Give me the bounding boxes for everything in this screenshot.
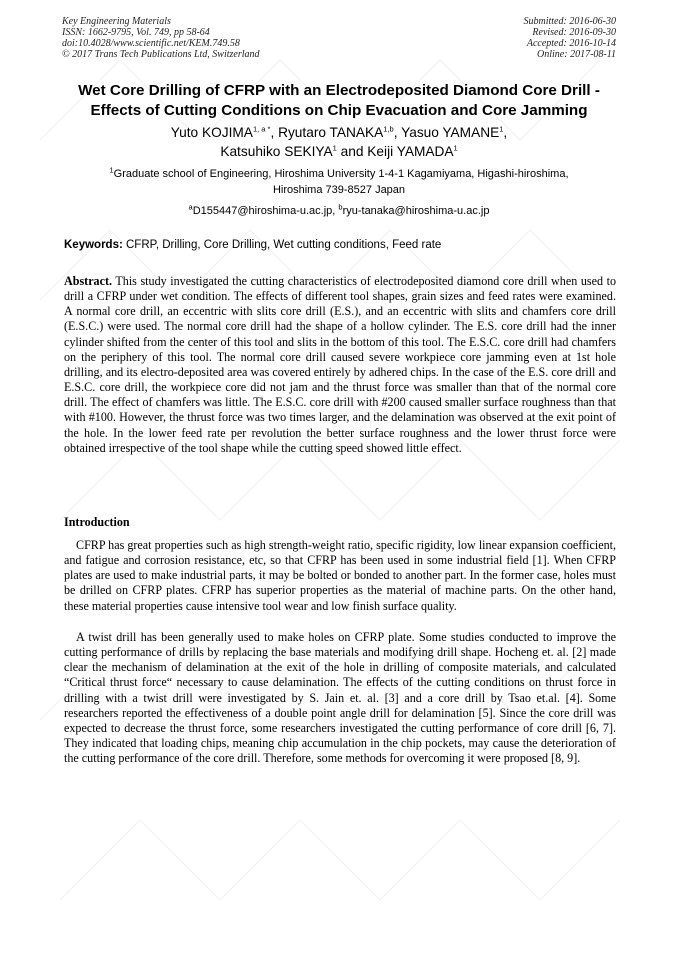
email-a[interactable]: D155447@hiroshima-u.ac.jp, (192, 205, 339, 217)
abstract (64, 274, 616, 456)
title-line-1: Wet Core Drilling of CFRP with an Electrodeposited Diamond Core Drill - (78, 82, 600, 99)
author-separator: , (270, 125, 279, 140)
author-name: Keiji YAMADA (367, 144, 454, 159)
affiliation-text: Graduate school of Engineering, Hiroshima University 1-4-1 Kagamiyama, Higashi-hiroshima, (113, 168, 569, 180)
abstract-text: This study investigated the cutting characteristics of electrodeposited diamond core drill when used to drill a CFRP under wet condition. The effects of different tool shapes, grain sizes and feed rates were examined. A normal core drill, an eccentric with slits core drill (E.S.), and an eccentric with slits and chamfers core drill (E.S.C.) were used. The normal core drill had the shape of a hollow cylinder. The E.S. core drill had the inner cylinder shifted from the center of this tool and slits in the bottom of this tool. The E.S.C. core drill had chamfers on the periphery of this tool. The normal core drill caused severe workpiece core jamming even at 1st hole drilling, and its electro-deposited area was covered entirely by adhered chips. In the case of the E.S. core drill and E.S.C. core drill, the workpiece core did not jam and the thrust force was smaller than that of the normal core drill. The effect of chamfers was little. The E.S.C. core drill with #200 caused smaller surface roughness than that with #100. However, the thrust force was two times larger, and the delamination was observed at the exit point of the hole. In the lower feed rate per revolution the better surface roughness and the lower thrust force were obtained irrespective of the tool shape while the cutting speed showed little effect. (64, 274, 616, 455)
journal-info (62, 16, 260, 60)
affiliation-line-1 (48, 166, 630, 182)
intro-paragraph-2: A twist drill has been generally used to make holes on CFRP plate. Some studies conducted to improve the cutting performance of drills by replacing the base materials and modifying drill shape. Hocheng et. al. [2] made clear the mechanism of delamination at the exit of the hole in drilling of composite materials, and calculated “Critical thrust force“ necessary to cause delamination. The effects of the cutting conditions on thrust force in drilling with a twist drill were investigated by S. Jain et. al. [3] and a core drill by Tsao et.al. [4]. Some researchers reported the effectiveness of a double point angle drill for delamination [5]. Since the core drill was expected to decrease the thrust force, some researchers investigated the cutting performance of core drill [6, 7]. They indicated that loading chips, meaning chip accumulation in the chip pockets, may cause the deterioration of the cutting performance of the core drill. Therefore, some methods for overcoming it were proposed [8, 9]. (64, 630, 616, 766)
author-line-1: Yuto $KOJIMA^{1, a *}$, Ryutaro TANAKA$^{1,b}$, Yasuo YAMANE$^1$, (170, 124, 508, 140)
author-affil-mark: 1, a * (252, 124, 271, 134)
doi-line[interactable]: doi:10.4028/www.scientific.net/KEM.749.58 (62, 38, 240, 49)
affiliation-mark: 1 (109, 165, 114, 175)
dates-info (524, 16, 617, 60)
affiliation-line-2: Hiroshima 739-8527 Japan (272, 184, 406, 196)
author-list (48, 123, 630, 161)
abstract-label: Abstract. (64, 274, 113, 288)
author-name: Katsuhiko SEKIYA (220, 144, 333, 159)
author-affil-mark: 1 (499, 124, 504, 134)
section-heading: Introduction (64, 515, 130, 529)
keywords-label: Keywords: (64, 239, 123, 251)
accepted-date: Accepted: 2016-10-14 (526, 38, 616, 49)
author-affil-mark: 1 (453, 143, 458, 153)
copyright-line: © 2017 Trans Tech Publications Ltd, Switzerland (62, 49, 260, 60)
email-b[interactable]: ryu-tanaka@hiroshima-u.ac.jp (342, 205, 490, 217)
paper-title (48, 81, 630, 121)
online-date: Online: 2017-08-11 (537, 49, 616, 60)
journal-name: Key Engineering Materials (62, 16, 171, 27)
email-mark: a (188, 202, 193, 212)
author-name: Yuto KOJIMA (170, 125, 253, 140)
email-mark: b (338, 202, 343, 212)
issn-line: ISSN: 1662-9795, Vol. 749, pp 58-64 (62, 27, 210, 38)
keywords-text: CFRP, Drilling, Core Drilling, Wet cutting conditions, Feed rate (122, 239, 442, 251)
author-name: Ryutaro TANAKA (278, 125, 384, 140)
affiliation (48, 166, 630, 198)
author-name: Yasuo YAMANE (401, 125, 500, 140)
author-separator: , (393, 125, 402, 140)
author-line-2 (48, 142, 630, 161)
author-separator: and (336, 144, 368, 159)
title-line-2: Effects of Cutting Conditions on Chip Evacuation and Core Jamming (90, 102, 588, 119)
intro-paragraph-1: CFRP has great properties such as high strength-weight ratio, specific rigidity, low linear expansion coefficient, and fatigue and corrosion resistance, etc, so that CFRP has been used in some industrial field [1]. When CFRP plates are used to make industrial parts, it may be bolted or bonded to another part. In the former case, holes must be drilled on CFRP plates. CFRP has superior properties as the material of machine parts. On the other hand, these material properties cause intensive tool wear and low finish surface quality. (64, 538, 616, 613)
email-list (48, 203, 630, 219)
author-affil-mark: 1,b (383, 124, 394, 134)
author-affil-mark: 1 (332, 143, 337, 153)
revised-date: Revised: 2016-09-30 (532, 27, 616, 38)
submitted-date: Submitted: 2016-06-30 (523, 16, 616, 27)
keywords (64, 237, 616, 253)
